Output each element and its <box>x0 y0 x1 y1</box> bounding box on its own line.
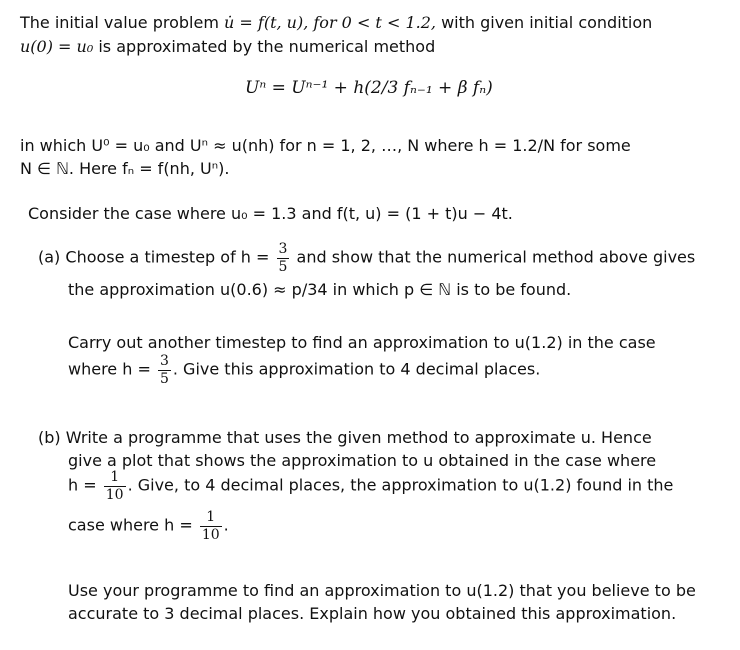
part-a-para2-suffix: . Give this approximation to 4 decimal places. <box>172 359 541 379</box>
part-b-h-numerator: 1 <box>104 470 126 487</box>
part-a-label: (a) <box>38 247 61 267</box>
case-statement <box>28 206 513 222</box>
intro-line2-equation: u(0) = u₀ <box>20 37 94 56</box>
part-b-para2-line-2 <box>68 606 676 622</box>
part-b-line1-text: Write a programme that uses the given method to approximate u. Hence <box>65 428 652 447</box>
part-a-h-fraction <box>277 242 290 274</box>
part-a-para2-line1-text: Carry out another timestep to find an approximation to u(1.2) in the case <box>68 333 656 352</box>
part-a-h-denominator: 5 <box>278 258 288 275</box>
part-b-line4-prefix: case where h = <box>68 515 193 535</box>
case-text: Consider the case where u₀ = 1.3 and f(t, u) = (1 + t)u − 4t. <box>28 204 513 223</box>
part-b-line4-h-denominator: 10 <box>201 526 220 543</box>
part-a-line1-suffix: and show that the numerical method above gives <box>296 247 696 267</box>
intro-line-4 <box>20 161 229 177</box>
intro-line1-prefix: The initial value problem <box>20 13 219 32</box>
part-a-line1-prefix: Choose a timestep of h = <box>65 247 270 267</box>
part-b-line3-prefix: h = <box>68 475 97 495</box>
part-a-para2-h-numerator: 3 <box>159 353 169 369</box>
part-b-para2-line2-text: accurate to 3 decimal places. Explain how you obtained this approximation. <box>68 604 677 623</box>
intro-line-2 <box>20 39 435 55</box>
part-a-line-1 <box>38 242 695 274</box>
part-b-line-3 <box>68 470 673 502</box>
part-a-para2-line-1 <box>68 335 656 351</box>
part-a-para2-line-2 <box>68 354 540 386</box>
method-formula <box>245 80 493 97</box>
part-b-line3-suffix: . Give, to 4 decimal places, the approximation to u(1.2) found in the <box>127 475 674 495</box>
part-a-line-2 <box>68 282 571 298</box>
part-b-line-4 <box>68 510 229 542</box>
part-b-line4-h-fraction <box>200 510 222 542</box>
part-b-line4-suffix: . <box>223 515 229 535</box>
intro-line4-text: N ∈ ℕ. Here fₙ = f(nh, Uⁿ). <box>20 159 230 178</box>
intro-line-3 <box>20 138 631 154</box>
part-a-para2-h-fraction <box>158 354 171 386</box>
part-b-line-2 <box>68 453 656 469</box>
intro-line-1 <box>20 15 652 31</box>
part-b-line-1 <box>38 430 652 446</box>
part-b-para2-line-1 <box>68 583 696 599</box>
intro-line1-equation: u̇ = f(t, u), for 0 < t < 1.2, <box>224 13 436 32</box>
part-b-label: (b) <box>38 428 61 447</box>
intro-line1-suffix: with given initial condition <box>441 13 653 32</box>
intro-line3-text: in which U⁰ = u₀ and Uⁿ ≈ u(nh) for n = 1, 2, …, N where h = 1.2/N for some <box>20 136 631 155</box>
intro-line2-text: is approximated by the numerical method <box>98 37 436 56</box>
part-a-para2-h-denominator: 5 <box>159 370 169 387</box>
part-b-h-fraction <box>104 470 126 502</box>
part-b-para2-line1-text: Use your programme to find an approximation to u(1.2) that you believe to be <box>68 581 696 600</box>
part-b-line4-h-numerator: 1 <box>200 510 222 527</box>
part-a-line2-text: the approximation u(0.6) ≈ p/34 in which p ∈ ℕ is to be found. <box>68 280 572 299</box>
part-a-para2-prefix: where h = <box>68 359 151 379</box>
part-b-h-denominator: 10 <box>105 486 124 503</box>
part-b-line2-text: give a plot that shows the approximation to u obtained in the case where <box>68 451 657 470</box>
formula-text: Uⁿ = Uⁿ⁻¹ + h(2/3 fₙ₋₁ + β fₙ) <box>245 78 493 98</box>
part-a-h-numerator: 3 <box>278 241 288 257</box>
